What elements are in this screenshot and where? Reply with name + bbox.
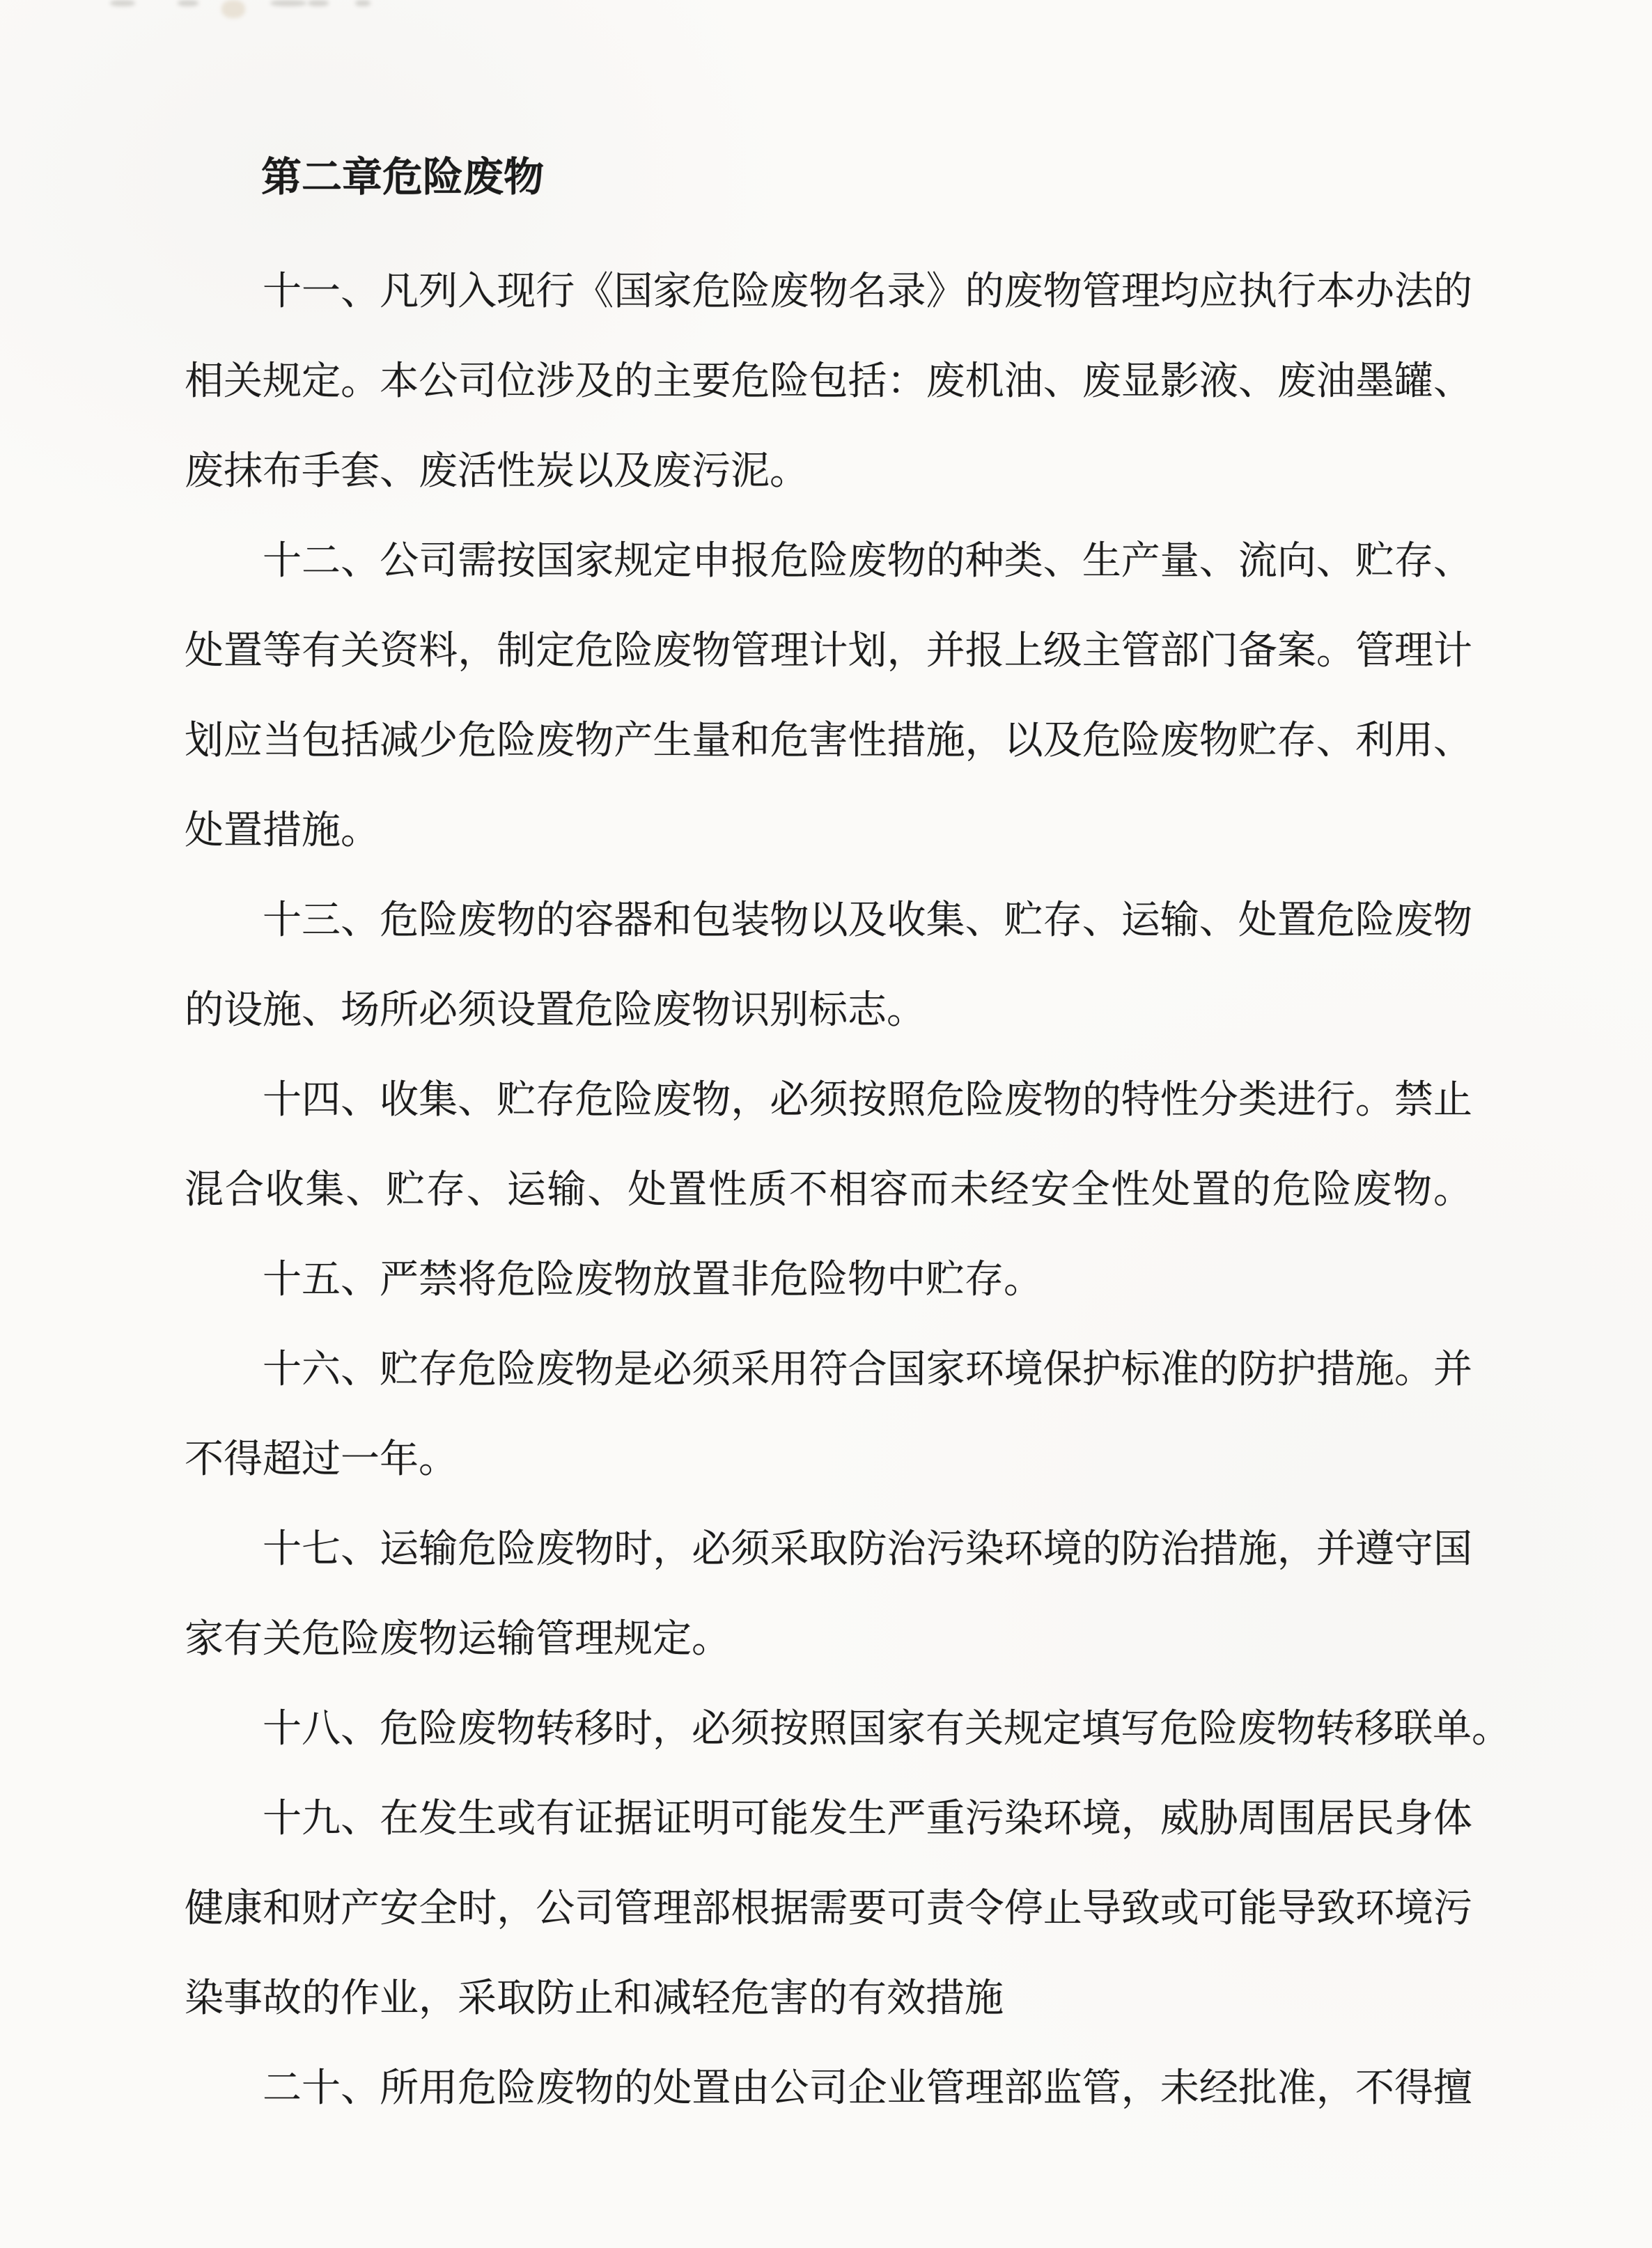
- text-line: 十二、公司需按国家规定申报危险废物的种类、生产量、流向、贮存、: [263, 540, 1472, 583]
- paragraph: [185, 876, 1472, 1056]
- paragraph: [185, 2044, 1472, 2134]
- text-line: 十九、在发生或有证据证明可能发生严重污染环境，威胁周围居民身体: [263, 1797, 1472, 1841]
- text-line: 废抹布手套、废活性炭以及废污泥。: [185, 450, 809, 493]
- text-line: 十五、严禁将危险废物放置非危险物中贮存。: [263, 1258, 1043, 1302]
- text-line: 家有关危险废物运输管理规定。: [185, 1618, 731, 1661]
- text-line: 十六、贮存危险废物是必须采用符合国家环境保护标准的防护措施。并: [263, 1348, 1472, 1391]
- paragraph: [185, 1505, 1472, 1685]
- text-line: 混合收集、贮存、运输、处置性质不相容而未经安全性处置的危险废物。: [185, 1169, 1472, 1212]
- paragraph: [185, 1774, 1472, 2044]
- scan-artifact: [308, 0, 329, 6]
- text-line: 划应当包括减少危险废物产生量和危害性措施，以及危险废物贮存、利用、: [185, 719, 1472, 763]
- text-line: 不得超过一年。: [185, 1438, 458, 1481]
- text-line: 十四、收集、贮存危险废物，必须按照危险废物的特性分类进行。禁止: [263, 1079, 1472, 1122]
- text-line: 十一、凡列入现行《国家危险废物名录》的废物管理均应执行本办法的: [263, 270, 1472, 313]
- paragraph: [185, 1685, 1511, 1774]
- paragraph: [185, 1235, 1472, 1325]
- scan-artifact: [221, 0, 245, 18]
- text-line: 的设施、场所必须设置危险废物识别标志。: [185, 989, 926, 1032]
- text-line: 染事故的作业，采取防止和减轻危害的有效措施: [185, 1977, 1004, 2020]
- paragraph: [185, 1325, 1472, 1505]
- document-body: [185, 247, 1511, 2134]
- chapter-title: 第二章危险废物: [261, 155, 545, 200]
- scan-artifact: [110, 0, 135, 6]
- paragraph: [185, 247, 1472, 517]
- text-line: 二十、所用危险废物的处置由公司企业管理部监管，未经批准，不得擅: [263, 2067, 1472, 2110]
- text-line: 处置措施。: [185, 809, 380, 852]
- text-line: 相关规定。本公司位涉及的主要危险包括：废机油、废显影液、废油墨罐、: [185, 360, 1472, 403]
- text-line: 十八、危险废物转移时，必须按照国家有关规定填写危险废物转移联单。: [263, 1708, 1511, 1751]
- text-line: 处置等有关资料，制定危险废物管理计划，并报上级主管部门备案。管理计: [185, 630, 1472, 673]
- paragraph: [185, 1056, 1472, 1235]
- text-line: 十三、危险废物的容器和包装物以及收集、贮存、运输、处置危险废物: [263, 899, 1472, 942]
- scan-artifact: [270, 0, 306, 6]
- text-line: 健康和财产安全时，公司管理部根据需要可责令停止导致或可能导致环境污: [185, 1887, 1472, 1930]
- text-line: 十七、运输危险废物时，必须采取防治污染环境的防治措施，并遵守国: [263, 1528, 1472, 1571]
- scan-artifact: [178, 0, 198, 6]
- scan-artifact: [355, 0, 371, 6]
- paragraph: [185, 517, 1472, 876]
